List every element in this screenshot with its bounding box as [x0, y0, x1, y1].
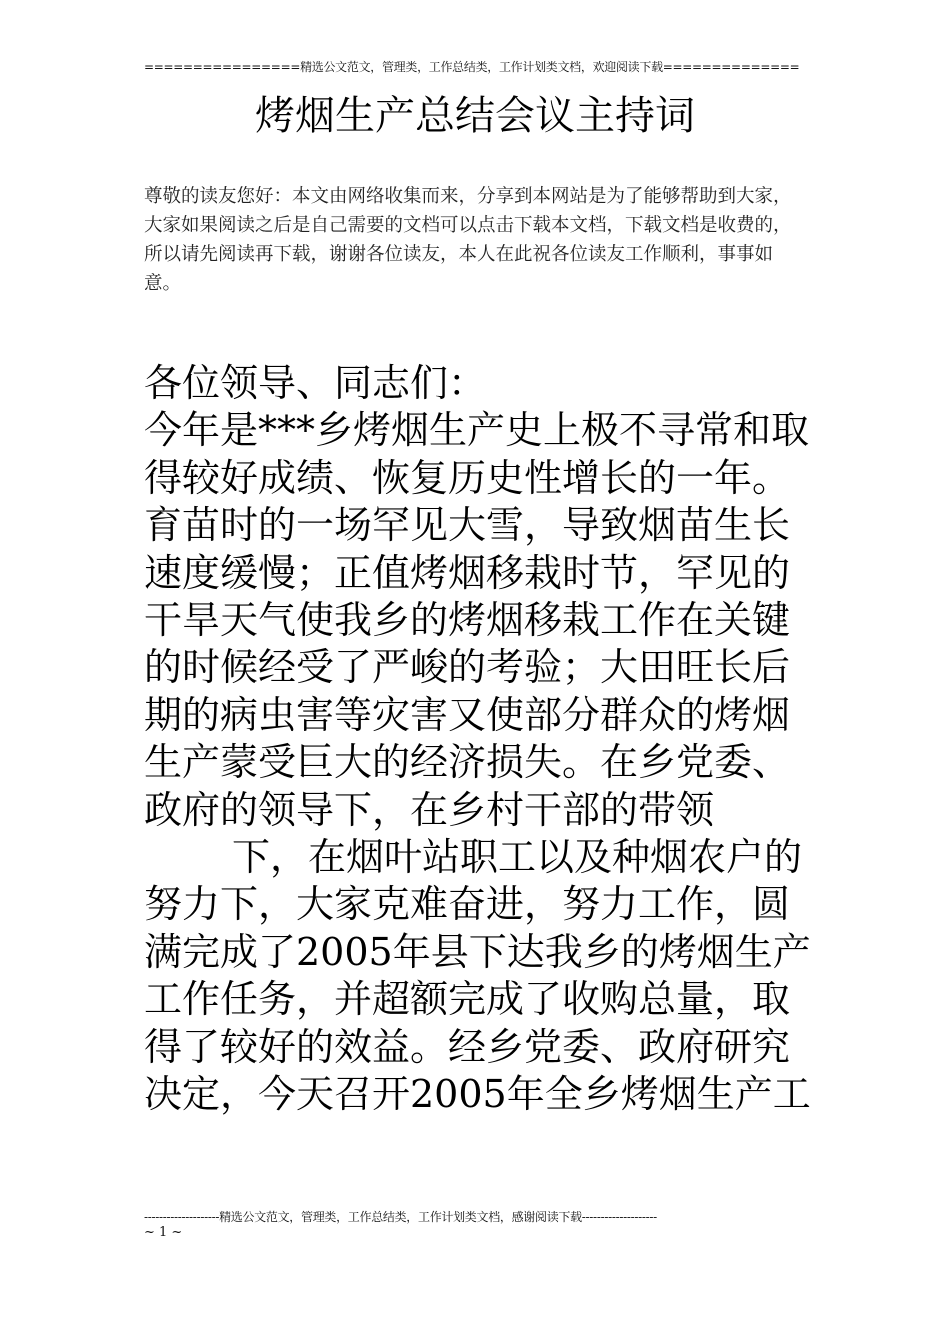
- body-paragraph-1: 今年是***乡烤烟生产史上极不寻常和取得较好成绩、恢复历史性增长的一年。育苗时的一场罕见大雪，导致烟苗生长速度缓慢；正值烤烟移栽时节，罕见的干旱天气使我乡的烤烟移栽工作在关键的时候经受了严峻的考验；大田旺长后期的病虫害等灾害又使部分群众的烤烟生产蒙受巨大的经济损失。在乡党委、政府的领导下，在乡村干部的带领: [144, 408, 810, 832]
- document-title: 烤烟生产总结会议主持词: [255, 93, 695, 139]
- footer-banner: --------------------精选公文范文，管理类，工作总结类，工作计划类文档，感谢阅读下载--------------------: [144, 1210, 657, 1224]
- salutation: 各位领导、同志们：: [144, 361, 487, 405]
- body-paragraph-2-container: [144, 834, 812, 1118]
- body-paragraph-2: 下，在烟叶站职工以及种烟农户的努力下，大家克难奋进，努力工作，圆满完成了2005年县下达我乡的烤烟生产工作任务，并超额完成了收购总量，取得了较好的效益。经乡党委、政府研究决定，今天召开2005年全乡烤烟生产工: [144, 835, 811, 1117]
- document-body: [144, 360, 812, 1119]
- header-banner: ================精选公文范文，管理类，工作总结类，工作计划类文档，欢迎阅读下载==============: [144, 60, 800, 74]
- download-notice: 尊敬的读友您好：本文由网络收集而来，分享到本网站是为了能够帮助到大家，大家如果阅读之后是自己需要的文档可以点击下载本文档，下载文档是收费的，所以请先阅读再下载，谢谢各位读友，本人在此祝各位读友工作顺利，事事如意。: [144, 186, 792, 294]
- page-number: ~ 1 ~: [144, 1225, 183, 1240]
